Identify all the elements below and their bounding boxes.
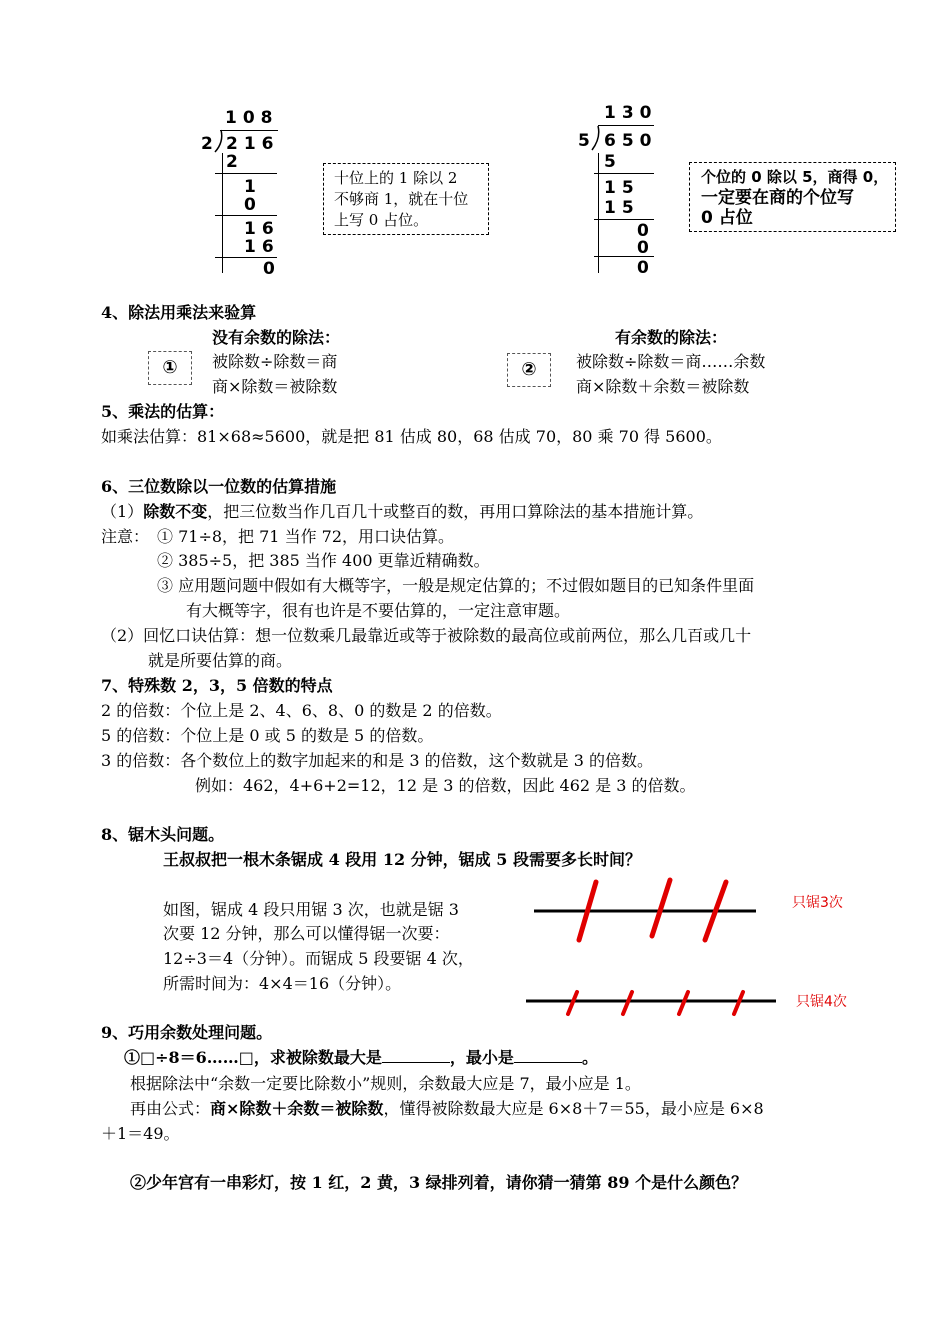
step: 2: [226, 152, 244, 172]
division-bracket: [590, 124, 602, 152]
division-bracket: [213, 128, 225, 154]
quotient: 130: [604, 103, 658, 123]
step: 15: [604, 178, 640, 198]
paragraph: 就是所要估算的商。: [148, 651, 293, 670]
answer-blank[interactable]: [382, 1046, 450, 1063]
section-5-title: 5、乘法的估算：: [101, 402, 225, 421]
badge-2: ②: [507, 353, 551, 387]
cut-mark: [568, 992, 577, 1014]
formula-line: 商×除数＋余数＝被除数: [576, 377, 750, 396]
divisor: 2: [201, 134, 219, 154]
right-heading: 有余数的除法：: [615, 328, 728, 347]
note-item: 有大概等字，很有也许是不要估算的，一定注意审题。: [186, 601, 571, 620]
question-2: ②少年宫有一串彩灯，按 1 红，2 黄，3 绿排列着，请你猜一猜第 89 个是什么颜色？: [130, 1173, 748, 1192]
badge-1: ①: [148, 351, 192, 385]
step: 5: [604, 152, 622, 172]
explanation-line: 12÷3＝4（分钟）。而锯成 5 段要锯 4 次，: [163, 949, 474, 968]
section-6-title: 6、三位数除以一位数的估算措施: [101, 477, 337, 496]
step: 1: [244, 177, 262, 197]
step: 0: [637, 258, 655, 278]
formula-line: 被除数÷除数＝商: [212, 352, 338, 371]
cut-mark: [679, 992, 688, 1014]
quotient: 108: [225, 108, 279, 128]
diagram-label: 只锯3次: [792, 895, 843, 911]
cut-mark: [623, 992, 632, 1014]
explanation-line: 如图，锯成 4 段只用锯 3 次，也就是锯 3: [163, 900, 459, 919]
section-7-title: 7、特殊数 2，3，5 倍数的特点: [101, 676, 333, 695]
divisor: 5: [578, 131, 596, 151]
formula-line: 被除数÷除数＝商……余数: [576, 352, 766, 371]
step: 16: [244, 237, 280, 257]
step: 0: [637, 238, 655, 258]
step: 16: [244, 219, 280, 239]
paragraph: 3 的倍数：各个数位上的数字加起来的和是 3 的倍数，这个数就是 3 的倍数。: [101, 751, 653, 770]
paragraph: 例如：462，4+6+2=12，12 是 3 的倍数，因此 462 是 3 的倍数。: [195, 776, 696, 795]
note-item: ② 385÷5，把 385 当作 400 更靠近精确数。: [157, 551, 490, 570]
question: 王叔叔把一根木条锯成 4 段用 12 分钟，锯成 5 段需要多长时间？: [163, 850, 641, 869]
paragraph: 2 的倍数：个位上是 2、4、6、8、0 的数是 2 的倍数。: [101, 701, 502, 720]
note-box-1: 十位上的 1 除以 2 不够商 1，就在十位 上写 0 占位。: [323, 163, 489, 235]
step: 0: [263, 259, 281, 279]
paragraph: 5 的倍数：个位上是 0 或 5 的数是 5 的倍数。: [101, 726, 434, 745]
diagram-label: 只锯4次: [796, 994, 847, 1010]
dividend: 650: [604, 131, 658, 151]
question-1: ①□÷8＝6……□，求被除数最大是 ，最小是 。: [124, 1048, 598, 1067]
step: 0: [244, 195, 262, 215]
paragraph: 根据除法中“余数一定要比除数小”规则，余数最大应是 7，最小应是 1。: [130, 1074, 641, 1093]
dividend: 216: [226, 134, 280, 154]
formula-line: 商×除数＝被除数: [212, 377, 338, 396]
paragraph: （1）除数不变，把三位数当作几百几十或整百的数，再用口算除法的基本措施计算。: [101, 502, 704, 521]
step: 15: [604, 198, 640, 218]
paragraph: （2）回忆口诀估算：想一位数乘几最靠近或等于被除数的最高位或前两位，那么几百或几十: [101, 626, 752, 645]
answer-blank[interactable]: [514, 1046, 582, 1063]
cut-mark: [652, 880, 670, 936]
note-item: ① 71÷8，把 71 当作 72，用口诀估算。: [157, 527, 455, 546]
section-9-title: 9、巧用余数处理问题。: [101, 1023, 273, 1042]
cut-mark: [734, 992, 743, 1014]
explanation-line: 次要 12 分钟，那么可以懂得锯一次要：: [163, 924, 450, 943]
note-item: ③ 应用题问题中假如有大概等字，一般是规定估算的；不过假如题目的已知条件里面: [157, 576, 755, 595]
paragraph: 再由公式：商×除数＋余数＝被除数，懂得被除数最大应是 6×8＋7＝55，最小应是 6×8: [130, 1099, 764, 1118]
explanation-line: 所需时间为：4×4＝16（分钟）。: [163, 974, 402, 993]
paragraph: ＋1＝49。: [101, 1124, 180, 1143]
note-box-2: 个位的 0 除以 5，商得 0， 一定要在商的个位写 0 占位: [689, 162, 896, 232]
section-8-title: 8、锯木头问题。: [101, 825, 225, 844]
step: 0: [637, 221, 655, 241]
note-label: 注意：: [101, 527, 150, 546]
paragraph: 如乘法估算：81×68≈5600，就是把 81 估成 80，68 估成 70，80 乘 70 得 5600。: [101, 427, 722, 446]
saw-diagram: [520, 870, 790, 1030]
left-heading: 没有余数的除法：: [212, 328, 341, 347]
section-4-title: 4、除法用乘法来验算: [101, 303, 257, 322]
